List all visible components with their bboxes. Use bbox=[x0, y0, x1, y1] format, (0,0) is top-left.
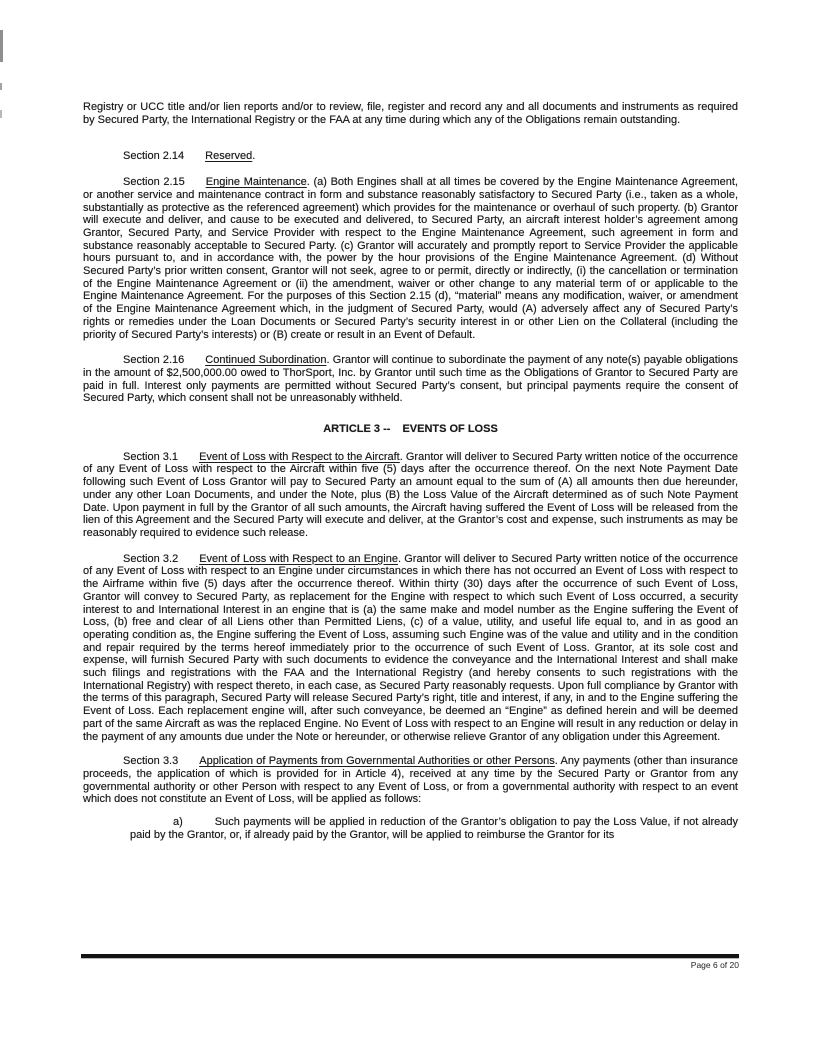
section-body: Grantor will deliver to Secured Party written notice of the occurrence of any Event of Loss with respect to the Aircraft within five (5) days after the occurrence thereof. On the next Note Payment Date following such Event of Loss Grantor will pay to Secured Party an amount equal to the sum of (A) all amounts then due hereunder, under any other Loan Documents, and under the Note, plus (B) the Loss Value of the Aircraft determined as of such Note Payment Date. Upon payment in full by the Grantor of all such amounts, the Aircraft having suffered the Event of Loss will be released from the lien of this Agreement and the Secured Party will execute and deliver, at the Grantor’s cost and expense, such instruments as may be reasonably required to evidence such release. bbox=[83, 450, 738, 539]
section-title: Event of Loss with Respect to an Engine bbox=[199, 552, 398, 565]
section-3-3 bbox=[83, 755, 738, 806]
page-body bbox=[83, 101, 738, 841]
section-title: Event of Loss with Respect to the Aircraft bbox=[199, 450, 400, 463]
section-2-15 bbox=[83, 176, 738, 341]
article-title: EVENTS OF LOSS bbox=[402, 423, 498, 436]
article-3-heading bbox=[83, 423, 738, 436]
section-3-1 bbox=[83, 451, 738, 540]
section-body: Any payments (other than insurance proceeds, the application of which is provided for in Article 4), received at any time by the Secured Party or Grantor from any governmental authority or other Person with respect to any Event of Loss, or from a governmental authority with respect to an event which does not constitute an Event of Loss, will be applied as follows: bbox=[83, 755, 738, 806]
subitem-a bbox=[130, 816, 738, 841]
section-body: (a) Both Engines shall at all times be covered by the Engine Maintenance Agreement, or another service and maintenance contract in form and substance reasonably satisfactory to Secured Party (i.e., taken as a whole, substantially as protective as the referenced agreement) which provides for the maintenance or overhaul of such property. (b) Grantor will execute and deliver, and cause to be executed and delivered, to Secured Party, an aircraft interest holder’s agreement among Grantor, Secured Party, and Service Provider with respect to the Engine Maintenance Agreement, such agreement in form and substance reasonably acceptable to Secured Party. (c) Grantor will accurately and promptly report to Service Provider the applicable hours pursuant to, and in accordance with, the power by the hour provisions of the Engine Maintenance Agreement. (d) Without Secured Party’s prior written consent, Grantor will not seek, agree to or permit, directly or indirectly, (i) the cancellation or termination of the Engine Maintenance Agreement or (ii) the amendment, waiver or other change to any material term of or applicable to the Engine Maintenance Agreement. For the purposes of this Section 2.15 (d), “material” means any modification, waiver, or amendment of the Engine Maintenance Agreement which, in the judgment of Secured Party, would (A) adversely affect any of Secured Party’s rights or remedies under the Loan Documents or Secured Party’s security interest in or other Lien on the Collateral (including the priority of Secured Party’s interests) or (B) create or result in an Event of Default. bbox=[83, 176, 738, 341]
section-number: Section 2.15 bbox=[123, 176, 185, 189]
scan-artifact-mark bbox=[0, 110, 2, 118]
footer-rule bbox=[81, 954, 739, 958]
scan-artifact-mark bbox=[0, 83, 2, 90]
section-3-2 bbox=[83, 553, 738, 744]
section-title-period: . bbox=[326, 354, 333, 367]
intro-paragraph: Registry or UCC title and/or lien reports and/or to review, file, register and record any and all documents and instruments as required by Secured Party, the International Registry or the FAA at any time during which any of the Obligations remain outstanding. bbox=[83, 101, 738, 126]
section-2-14 bbox=[83, 150, 738, 163]
section-2-16 bbox=[83, 354, 738, 405]
article-number: ARTICLE 3 -- bbox=[323, 423, 391, 436]
section-title: Continued Subordination bbox=[205, 354, 327, 367]
section-number: Section 2.16 bbox=[123, 354, 185, 367]
section-title-period: . bbox=[397, 552, 405, 565]
subitem-label: a) bbox=[173, 816, 183, 829]
section-body: Grantor will deliver to Secured Party written notice of the occurrence of any Event of Loss with respect to an Engine under circumstances in which there has not occurred an Event of Loss with respect to the Airframe within five (5) days after the occurrence thereof. Within thirty (30) days after the occurrence of such Event of Loss, Grantor will convey to Secured Party, as replacement for the Engine with respect to which such Event of Loss occurred, a security interest to and International Interest in an engine that is (a) the same make and model number as the Engine suffering the Event of Loss, (b) free and clear of all Liens other than Permitted Liens, (c) of a value, utility, and useful life equal to, and in as good an operating condition as, the Engine suffering the Event of Loss, assuming such Engine was of the value and utility and in the condition and repair required by the terms hereof immediately prior to the occurrence of such Event of Loss. Grantor, at its sole cost and expense, will furnish Secured Party with such documents to evidence the conveyance and the International Interest and shall make such filings and registrations with the FAA and the International Registry (and hereby consents to such registrations with the International Registry) with respect thereto, in each case, as Secured Party reasonably requests. Upon full compliance by Grantor with the terms of this paragraph, Secured Party will release Secured Party’s right, title and interest, if any, in and to the Engine suffering the Event of Loss. Each replacement engine will, after such conveyance, be deemed an “Engine” as defined herein and will be deemed part of the same Aircraft as was the replaced Engine. No Event of Loss with respect to an Engine will result in any reduction or delay in the payment of any amounts due under the Note or hereunder, or otherwise relieve Grantor of any obligation under this Agreement. bbox=[83, 552, 738, 743]
section-title: Application of Payments from Governmental Authorities or other Persons bbox=[199, 755, 555, 768]
section-number: Section 3.3 bbox=[123, 755, 179, 768]
section-title-period: . bbox=[306, 176, 314, 189]
section-title: Reserved bbox=[205, 150, 253, 163]
section-body: Grantor will continue to subordinate the payment of any note(s) payable obligations in the amount of $2,500,000.00 owed to ThorSport, Inc. by Grantor until such time as the Obligations of Grantor to Secured Party are paid in full. Interest only payments are permitted without Secured Party’s consent, but principal payments require the consent of Secured Party, which consent shall not be unreasonably withheld. bbox=[83, 354, 739, 405]
scan-artifact-mark bbox=[0, 30, 3, 62]
section-number: Section 3.2 bbox=[123, 552, 179, 565]
subitem-text: Such payments will be applied in reduction of the Grantor’s obligation to pay the Loss Value, if not already paid by the Grantor, or, if already paid by the Grantor, will be applied to reimburse the Grantor for its bbox=[130, 816, 738, 841]
section-number: Section 3.1 bbox=[123, 450, 179, 463]
section-title-period: . bbox=[554, 755, 561, 768]
section-title-period: . bbox=[399, 450, 406, 463]
section-title-period: . bbox=[252, 150, 256, 163]
section-title: Engine Maintenance bbox=[205, 176, 307, 189]
section-number: Section 2.14 bbox=[123, 150, 185, 163]
page-number-label: Page 6 of 20 bbox=[690, 960, 739, 970]
